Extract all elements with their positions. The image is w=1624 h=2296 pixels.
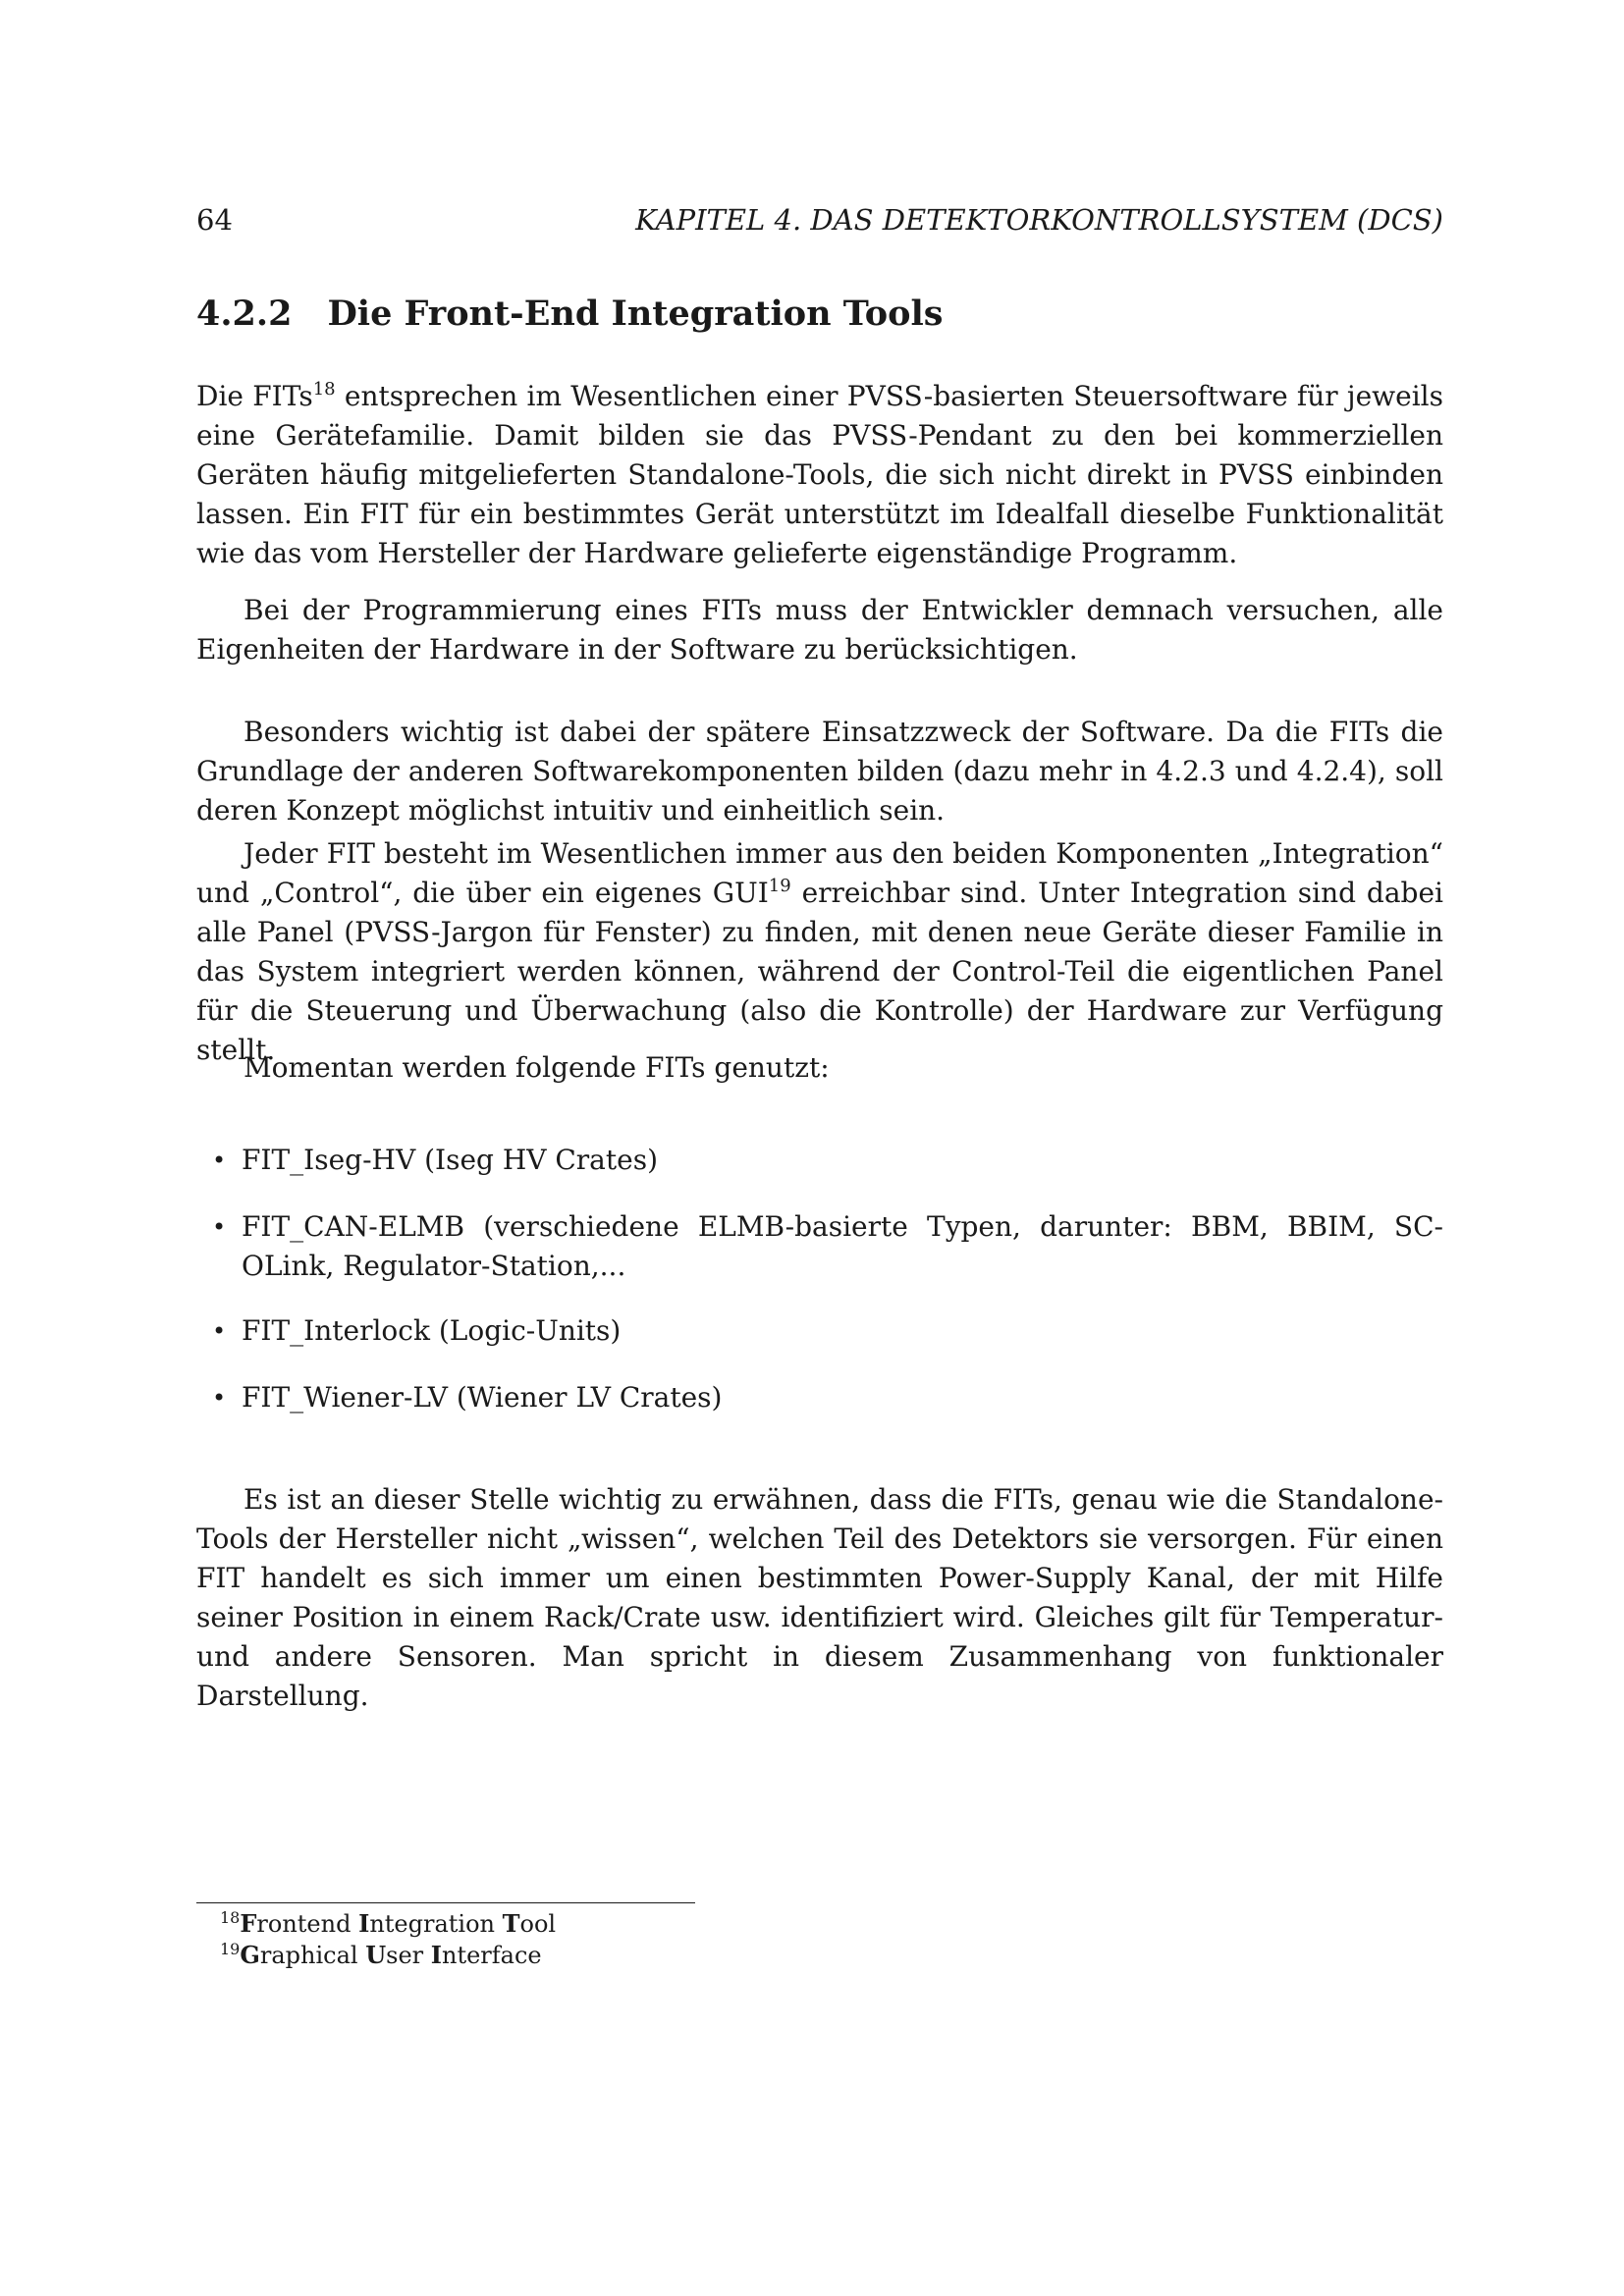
chapter-title: KAPITEL 4. DAS DETEKTORKONTROLLSYSTEM (DCS) xyxy=(635,203,1443,237)
paragraph-purpose: Besonders wichtig ist dabei der spätere Einsatzzweck der Software. Da die FITs die Grundlage der anderen Softwarekomponenten bilden (dazu mehr in 4.2.3 und 4.2.4), soll deren Konzept möglichst intuitiv und einheitlich sein. xyxy=(196,716,1443,827)
bullet-icon: • xyxy=(212,1384,227,1412)
paragraph-text: Die FITs xyxy=(196,380,313,412)
bullet-icon: • xyxy=(212,1317,227,1345)
footnote-ref-18: 18 xyxy=(312,379,336,400)
section-title: Die Front-End Integration Tools xyxy=(327,294,944,334)
section-number: 4.2.2 xyxy=(196,294,293,334)
document-page xyxy=(196,0,1443,2296)
paragraph-programming: Bei der Programmierung eines FITs muss der Entwickler demnach versuchen, alle Eigenheiten der Hardware in der Software zu berücksichtigen. xyxy=(196,594,1443,666)
paragraph-text: erreichbar sind. Unter Integration sind dabei alle Panel (PVSS-Jargon für Fenster) zu finden, mit denen neue Geräte dieser Familie in das System integriert werden können, während der Control-Teil die eigentlichen Panel für die Steuerung und Überwachung (also die Kontrolle) der Hardware zur Verfügung stellt. xyxy=(196,877,1443,1066)
list-item: • FIT_Interlock (Logic-Units) xyxy=(242,1311,1443,1351)
list-item: • FIT_Wiener-LV (Wiener LV Crates) xyxy=(242,1378,1443,1417)
footnote-18: $^{18}$Frontend Integration Tool xyxy=(220,1908,557,1938)
paragraph-components xyxy=(196,834,1443,1070)
footnote-number: 19 xyxy=(220,1940,241,1958)
section-heading xyxy=(196,291,943,338)
footnotes xyxy=(220,1908,556,1971)
paragraph-intro xyxy=(196,377,1443,573)
footnote-ref-19: 19 xyxy=(768,876,791,896)
paragraph-list-intro: Momentan werden folgende FITs genutzt: xyxy=(244,1051,830,1084)
running-header xyxy=(196,200,1443,240)
paragraph-text: Jeder FIT besteht im Wesentlichen immer aus den beiden Komponenten „Integration“ und „Control“, die über ein eigenes GUI xyxy=(196,837,1443,909)
list-item: • FIT_CAN-ELMB (verschiedene ELMB-basierte Typen, darunter: BBM, BBIM, SC-OLink, Regulator-Station,... xyxy=(242,1207,1443,1286)
bullet-icon: • xyxy=(212,1213,227,1241)
list-item: • FIT_Iseg-HV (Iseg HV Crates) xyxy=(242,1141,1443,1180)
footnote-19: $^{19}$Graphical User Interface xyxy=(220,1940,542,1969)
paragraph-text: entsprechen im Wesentlichen einer PVSS-basierten Steuersoftware für jeweils eine Gerätefamilie. Damit bilden sie das PVSS-Pendant zu den bei kommerziellen Geräten häufig mitgelieferten Standalone-Tools, die sich nicht direkt in PVSS einbinden lassen. Ein FIT für ein bestimmtes Gerät unterstützt im Idealfall dieselbe Funktionalität wie das vom Hersteller der Hardware gelieferte eigenständige Programm. xyxy=(196,380,1443,569)
page-number: 64 xyxy=(196,203,233,237)
footnote-number: 18 xyxy=(220,1908,241,1927)
footnote-divider xyxy=(196,1902,695,1903)
bullet-icon: • xyxy=(212,1147,227,1174)
paragraph-functional-view: Es ist an dieser Stelle wichtig zu erwähnen, dass die FITs, genau wie die Standalone-Tools der Hersteller nicht „wissen“, welchen Teil des Detektors sie versorgen. Für einen FIT handelt es sich immer um einen bestimmten Power-Supply Kanal, der mit Hilfe seiner Position in einem Rack/Crate usw. identifiziert wird. Gleiches gilt für Temperatur- und andere Sensoren. Man spricht in diesem Zusammenhang von funktionaler Darstellung. xyxy=(196,1483,1443,1712)
